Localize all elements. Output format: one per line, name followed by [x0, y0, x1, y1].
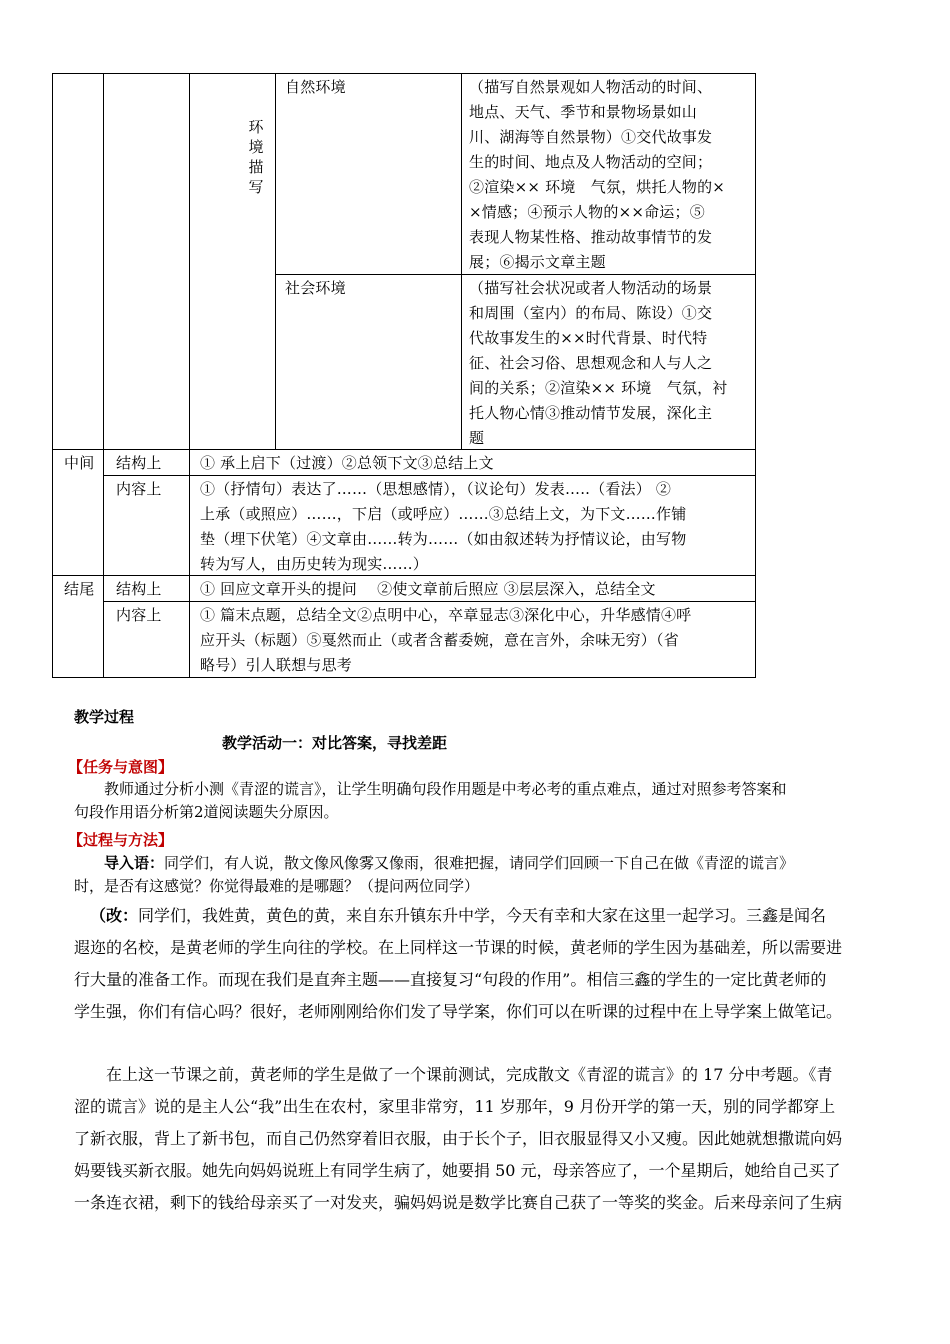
end-structure-label: 结构上 — [116, 580, 162, 598]
structure-table — [52, 73, 756, 678]
env-char: 境 — [248, 138, 264, 156]
process-title: 教学过程 — [74, 708, 135, 726]
middle-content-label: 内容上 — [116, 480, 162, 498]
env-char: 描 — [248, 158, 264, 176]
end-content-text: ① 篇末点题，总结全文②点明中心，卒章显志③深化中心，升华感情④呼 应开头（标题）⑤戛然而止（或者含蓄委婉，意在言外，余味无穷）（省 略号）引人联想与思考 — [200, 606, 692, 674]
story-text: 在上这一节课之前，黄老师的学生是做了一个课前测试，完成散文《青涩的谎言》的 17 分中考题。《青 涩的谎言》说的是主人公“我”出生在农村，家里非常穷，11 岁那年，9 月份开学的第一天，别的同学都穿上 了新衣服，背上了新书包，而自己仍然穿着旧衣服，由于长个子，旧衣服显得又小又瘦。因此她就想撒谎向妈 妈要钱买新衣服。她先向妈妈说班上有同学生病了，她要捐 50 元，母亲答应了，一个星期后，她给自己买了 一条连衣裙，剩下的钱给母亲买了一对发夹，骗妈妈说是数学比赛自己获了一等奖的奖金。后来母亲问了生病 — [74, 1065, 843, 1212]
end-structure-text: ① 回应文章开头的提问 ②使文章前后照应 ③层层深入，总结全文 — [200, 580, 656, 598]
activity-title: 教学活动一：对比答案，寻找差距 — [222, 734, 448, 752]
social-env-desc: （描写社会状况或者人物活动的场景 和周围（室内）的布局、陈设）①交 代故事发生的××时代背景、时代特 征、社会习俗、思想观念和人与人之 间的关系；②渲染×× 环境 气氛，衬 托人物心情③推动情节发展，深化主 题 — [469, 279, 728, 447]
env-description-label — [246, 117, 266, 197]
revised-text: （改：同学们，我姓黄，黄色的黄，来自东升镇东升中学，今天有幸和大家在这里一起学习。三鑫是闻名 遐迩的名校，是黄老师的学生向往的学校。在上同样这一节课的时候，黄老师的学生因为基础差，所以需要进 行大量的准备工作。而现在我们是直奔主题——直接复习“句段的作用”。相信三鑫的学生的一定比黄老师的 学生强，你们有信心吗？很好，老师刚刚给你们发了导学案，你们可以在听课的过程中在上导学案上做笔记。 — [74, 906, 843, 1021]
env-char: 写 — [248, 178, 264, 196]
middle-content-text: ①（抒情句）表达了……（思想感情），（议论句）发表…..（看法） ② 上承（或照应）……，下启（或呼应）……③总结上文，为下文……作铺 垫（埋下伏笔）④文章由……转为……（如由叙述转为抒情议论，由写物 转为写人，由历史转为现实……） — [200, 480, 687, 573]
env-char: 环 — [248, 118, 264, 136]
middle-label: 中间 — [64, 454, 95, 472]
revised-label: （改： — [90, 906, 139, 925]
intro-label: 导入语： — [104, 854, 165, 872]
end-content-label: 内容上 — [116, 606, 162, 624]
method-heading: 【过程与方法】 — [68, 831, 174, 849]
task-heading: 【任务与意图】 — [68, 758, 174, 776]
natural-env-desc: （描写自然景观如人物活动的时间、 地点、天气、季节和景物场景如山 川、湖海等自然景物）①交代故事发 生的时间、地点及人物活动的空间； ②渲染×× 环境 气氛，烘托人物的× ×情感；④预示人物的××命运；⑤ 表现人物某性格、推动故事情节的发 展；⑥揭示文章主题 — [469, 78, 726, 271]
intro-text: 导入语：同学们，有人说，散文像风像雾又像雨，很难把握，请同学们回顾一下自己在做《青涩的谎言》 时，是否有这感觉？你觉得最难的是哪题？（提问两位同学） — [74, 854, 795, 895]
social-env-label: 社会环境 — [285, 279, 346, 297]
natural-env-label: 自然环境 — [285, 78, 346, 96]
end-label: 结尾 — [64, 580, 95, 598]
task-text: 教师通过分析小测《青涩的谎言》，让学生明确句段作用题是中考必考的重点难点，通过对照参考答案和 句段作用语分析第2道阅读题失分原因。 — [74, 780, 787, 821]
middle-structure-label: 结构上 — [116, 454, 162, 472]
middle-structure-text: ① 承上启下（过渡）②总领下文③总结上文 — [200, 454, 494, 472]
